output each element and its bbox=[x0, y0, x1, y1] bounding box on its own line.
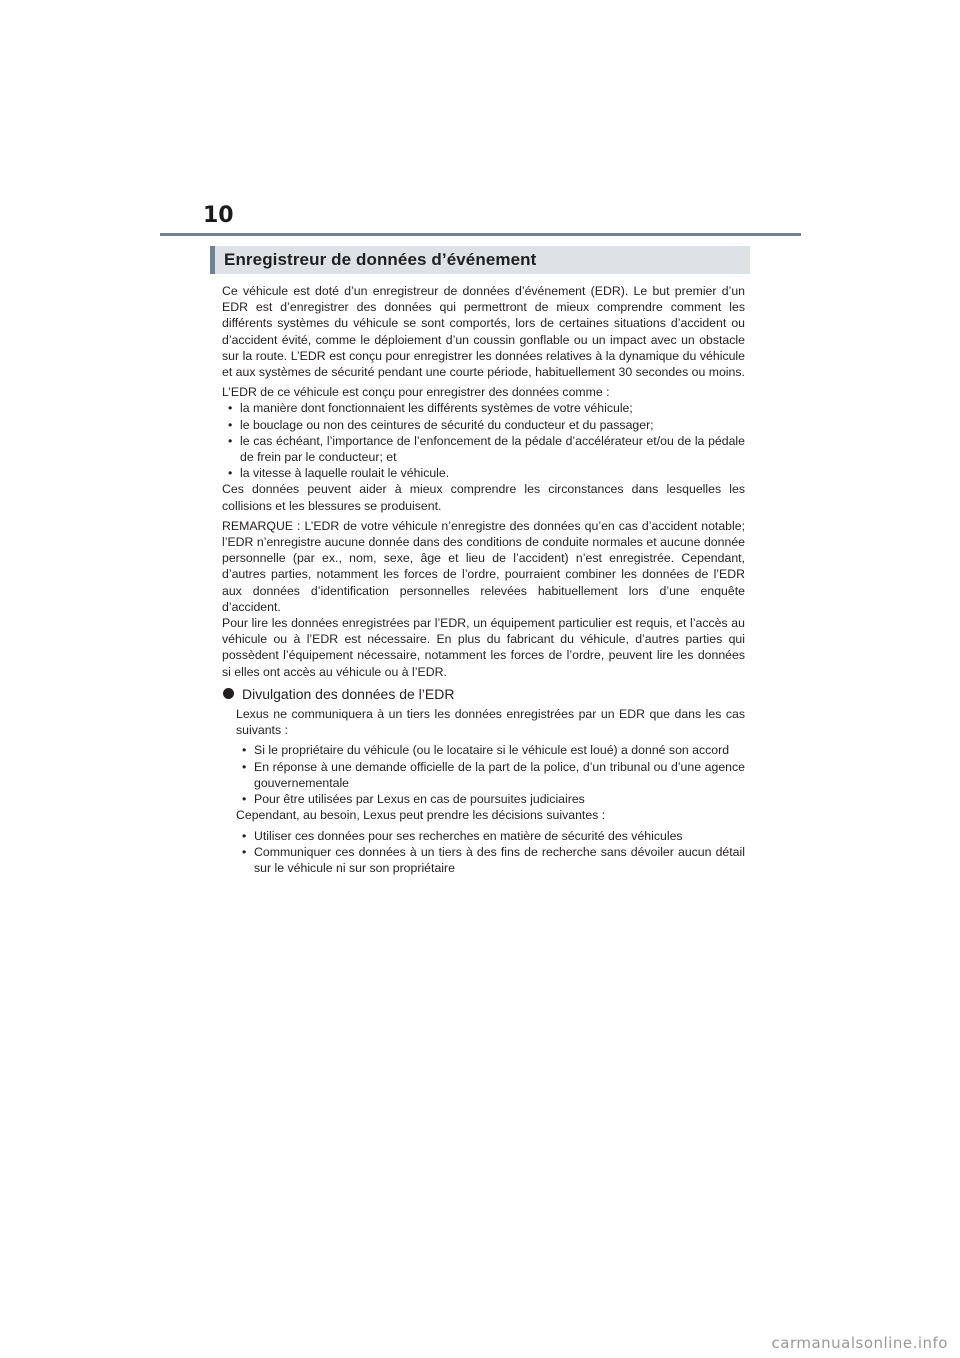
list-item: • En réponse à une demande officielle de la part de la police, d’un tribunal ou d’une agence gouvernementale bbox=[236, 759, 745, 791]
list-item: • le cas échéant, l’importance de l’enfoncement de la pédale d’accélérateur et/ou de la pédale de frein par le conducteur; et bbox=[222, 433, 745, 465]
disclosure-cases-list bbox=[236, 742, 745, 807]
reading-paragraph: Pour lire les données enregistrées par l’EDR, un équipement particulier est requis, et l’accès au véhicule ou à l’EDR est nécessaire. En plus du fabricant du véhicule, d’autres parties qui possèdent l’équipement nécessaire, notamment les forces de l’ordre, peuvent lire les données si elles ont accès au véhicule ou à l’EDR. bbox=[222, 616, 745, 679]
list-item: • Utiliser ces données pour ses recherches en matière de sécurité des véhicules bbox=[236, 828, 745, 844]
section-title: Enregistreur de données d’événement bbox=[224, 250, 537, 269]
remark-paragraph: REMARQUE : L’EDR de votre véhicule n’enregistre des données qu’en cas d’accident notable; l’EDR n’enregistre aucune donnée dans des conditions de conduite normales et aucune donnée personnelle (par ex., nom, sexe, âge et lieu de l’accident) n’est enregistrée. Cependant, d’autres parties, notamment les forces de l’ordre, pourraient combiner les données de l’EDR aux données d’identification personnelles relevées habituellement lors d’une enquête d’accident. bbox=[222, 518, 745, 614]
disclosure-decisions-list bbox=[236, 828, 745, 877]
page-number: 10 bbox=[203, 203, 234, 228]
top-rule bbox=[160, 233, 801, 236]
list-item: • Pour être utilisées par Lexus en cas de poursuites judiciaires bbox=[236, 791, 745, 807]
main-content bbox=[222, 283, 745, 876]
list-item: • la vitesse à laquelle roulait le véhicule. bbox=[222, 465, 745, 481]
data-list bbox=[222, 400, 745, 481]
bullet-disc-icon bbox=[223, 688, 234, 699]
list-item: • le bouclage ou non des ceintures de sécurité du conducteur et du passager; bbox=[222, 417, 745, 433]
list-item: • la manière dont fonctionnaient les différents systèmes de votre véhicule; bbox=[222, 400, 745, 416]
disclosure-however: Cependant, au besoin, Lexus peut prendre les décisions suivantes : bbox=[236, 808, 606, 823]
section-header bbox=[210, 246, 750, 274]
intro-paragraph: Ce véhicule est doté d’un enregistreur de données d’événement (EDR). Le but premier d’un EDR est d’enregistrer des données qui permettront de mieux comprendre comment les différents systèmes du véhicule se sont comportés, lors de certaines situations d’accident ou d’accident évité, comme le déploiement d’un coussin gonflable ou un impact avec un obstacle sur la route. L’EDR est conçu pour enregistrer les données relatives à la dynamique du véhicule et aux systèmes de sécurité pendant une courte période, habituellement 30 secondes ou moins. bbox=[222, 284, 745, 380]
list-item: • Si le propriétaire du véhicule (ou le locataire si le véhicule est loué) a donné son accord bbox=[236, 742, 745, 758]
list-item: • Communiquer ces données à un tiers à des fins de recherche sans dévoiler aucun détail sur le véhicule ni sur son propriétaire bbox=[236, 844, 745, 876]
disclosure-body bbox=[222, 706, 745, 876]
disclosure-intro: Lexus ne communiquera à un tiers les données enregistrées par un EDR que dans les cas suivants : bbox=[236, 707, 745, 738]
disclosure-heading bbox=[222, 686, 745, 702]
disclosure-section bbox=[222, 686, 745, 876]
after-list-paragraph: Ces données peuvent aider à mieux comprendre les circonstances dans lesquelles les collisions et les blessures se produisent. bbox=[222, 482, 745, 513]
footer-watermark: carmanualsonline.info bbox=[771, 1334, 948, 1352]
data-list-intro: L’EDR de ce véhicule est conçu pour enregistrer des données comme : bbox=[222, 385, 610, 400]
disclosure-title: Divulgation des données de l’EDR bbox=[242, 685, 455, 702]
